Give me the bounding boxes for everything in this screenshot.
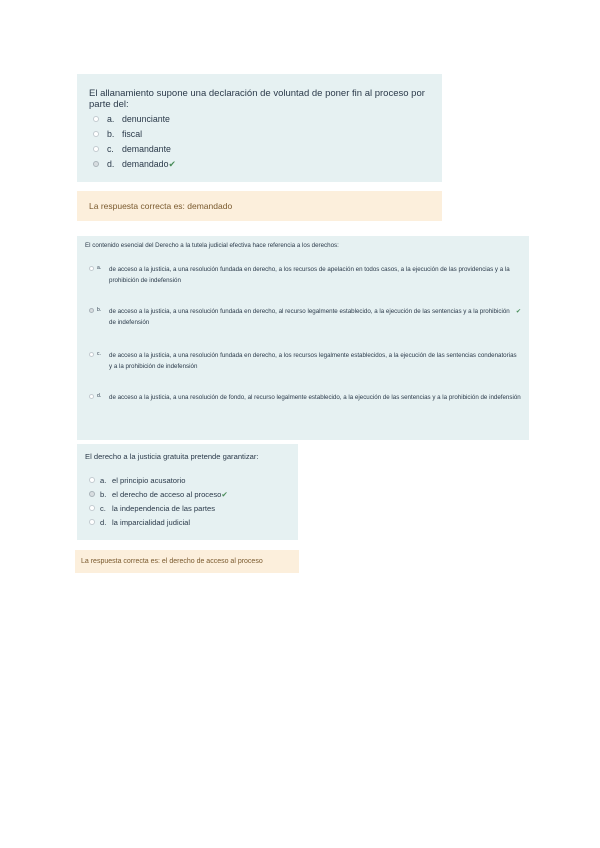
radio-button-selected[interactable] (89, 491, 95, 497)
option-letter: d. (107, 159, 115, 169)
option-text: fiscal (122, 129, 143, 139)
check-icon: ✔ (221, 490, 228, 499)
radio-button[interactable] (89, 352, 94, 357)
radio-button[interactable] (93, 116, 99, 122)
option-text: la imparcialidad judicial (112, 518, 191, 527)
option-a[interactable] (93, 114, 170, 124)
question-text: El contenido esencial del Derecho a la tutela judicial efectiva hace referencia a los derechos: (85, 242, 339, 249)
question-card-3 (77, 444, 298, 540)
option-c[interactable] (89, 504, 215, 513)
option-a[interactable] (89, 476, 185, 485)
option-d[interactable] (89, 392, 521, 403)
radio-button[interactable] (93, 131, 99, 137)
option-text: la independencia de las partes (112, 504, 216, 513)
radio-button[interactable] (89, 394, 94, 399)
option-letter: c. (97, 351, 101, 357)
option-text: el derecho de acceso al proceso (112, 490, 222, 499)
option-text: denunciante (122, 114, 170, 124)
question-text: El allanamiento supone una declaración de voluntad de poner fin al proceso por parte del: (89, 88, 425, 110)
question-card-1 (77, 74, 442, 182)
option-letter: b. (100, 490, 107, 499)
option-d[interactable] (89, 518, 190, 527)
option-letter: a. (107, 114, 115, 124)
feedback-box: La respuesta correcta es: demandado (77, 191, 442, 221)
option-a[interactable] (89, 264, 521, 286)
radio-button-selected[interactable] (93, 161, 99, 167)
radio-button[interactable] (89, 505, 95, 511)
option-text: de acceso a la justicia, a una resolución fundada en derecho, al recurso legalmente establecido, a la ejecución de las sentencias y a la prohibición de indefensión (109, 308, 510, 326)
option-text: de acceso a la justicia, a una resolución fundada en derecho, a los recursos legalmente establecidos, a la ejecución de las sentencias condenatorias y a la prohibición de indefensión (109, 352, 517, 370)
question-card-2 (77, 236, 529, 440)
option-text: de acceso a la justicia, a una resolución fundada en derecho, a los recursos de apelación en todos casos, a la ejecución de las providencias y a la prohibición de indefensión (109, 266, 510, 284)
option-letter: d. (97, 393, 102, 399)
option-text: demandado (122, 159, 169, 169)
option-text: demandante (122, 144, 171, 154)
option-b[interactable] (93, 129, 142, 139)
option-letter: d. (100, 518, 107, 527)
option-letter: c. (107, 144, 114, 154)
option-c[interactable] (89, 350, 521, 372)
option-d[interactable] (93, 159, 176, 170)
option-text: el principio acusatorio (112, 476, 186, 485)
radio-button[interactable] (89, 477, 95, 483)
option-letter: b. (97, 307, 102, 313)
option-b[interactable] (89, 490, 228, 499)
option-letter: b. (107, 129, 115, 139)
option-c[interactable] (93, 144, 171, 154)
option-b[interactable] (89, 306, 521, 328)
radio-button[interactable] (89, 519, 95, 525)
check-icon: ✔ (168, 159, 176, 169)
radio-button-selected[interactable] (89, 308, 94, 313)
radio-button[interactable] (89, 266, 94, 271)
option-letter: a. (100, 476, 107, 485)
check-icon: ✔ (515, 308, 521, 315)
radio-button[interactable] (93, 146, 99, 152)
option-letter: a. (97, 265, 102, 271)
feedback-box: La respuesta correcta es: el derecho de acceso al proceso (75, 550, 299, 573)
question-text: El derecho a la justicia gratuita pretende garantizar: (85, 452, 259, 461)
option-text: de acceso a la justicia, a una resolución de fondo, al recurso legalmente establecido, a la ejecución de las sentencias y a la prohibición de indefensión (109, 394, 521, 401)
option-letter: c. (100, 504, 106, 513)
